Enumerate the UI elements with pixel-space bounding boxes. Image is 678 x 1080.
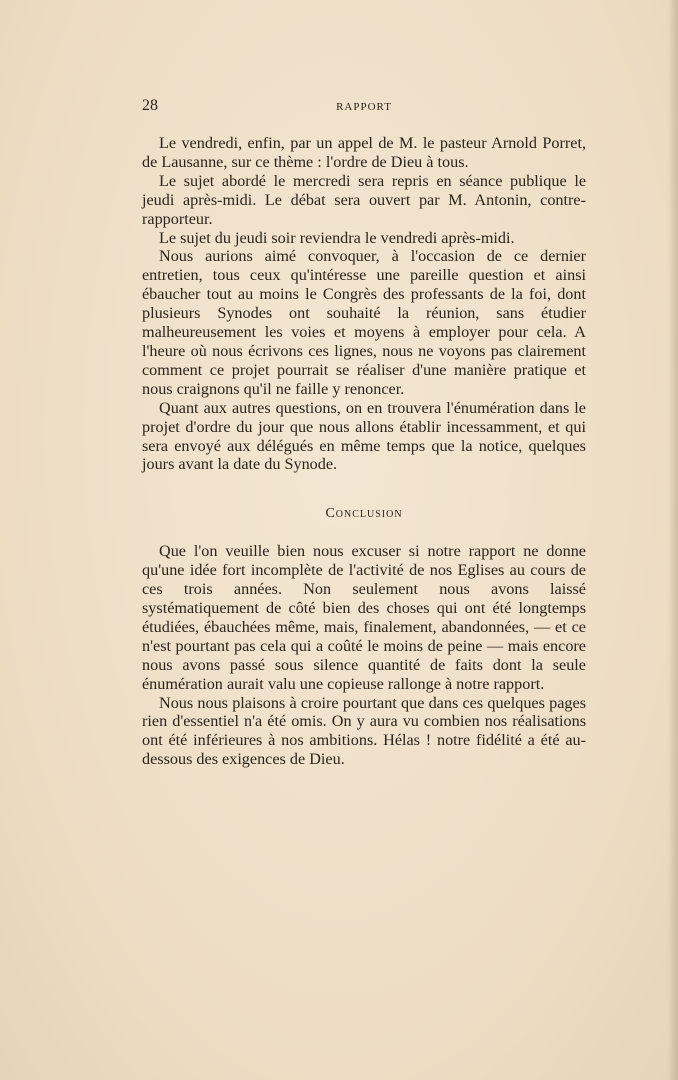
paragraph: Le sujet abordé le mercredi sera repris en séance publique le jeudi après-midi. Le débat sera ouvert par M. Antonin, contre-rapporteur. — [142, 171, 586, 228]
paragraph: Le vendredi, enfin, par un appel de M. le pasteur Arnold Porret, de Lausanne, sur ce thème : l'ordre de Dieu à tous. — [142, 134, 586, 171]
paragraph: Nous aurions aimé convoquer, à l'occasion de ce dernier entretien, tous ceux qu'intéresse une pareille question et ainsi ébaucher tout au moins le Congrès des professants de la foi, dont plusieurs Synodes ont souhaité la réunion, sans étudier malheureusement les voies et moyens à employer pour cela. A l'heure où nous écrivons ces lignes, nous ne voyons pas clairement comment ce projet pourrait se réaliser d'une manière pratique et nous craignons qu'il ne faille y renoncer. — [142, 247, 586, 398]
section-heading-conclusion: Conclusion — [325, 506, 403, 522]
paragraph: Que l'on veuille bien nous excuser si notre rapport ne donne qu'une idée fort incomplète de l'activité de nos Eglises au cours de ces trois années. Non seulement nous avons laissé systématiquement de côté bien des choses qui ont été longtemps étudiées, ébauchées même, mais, finalement, abandonnées, — et ce n'est pourtant pas cela qui a coûté le moins de peine — mais encore nous avons passé sous silence quantité de faits dont la seule énumération aurait valu une copieuse rallonge à notre rapport. — [142, 542, 586, 693]
page-header — [142, 97, 586, 119]
page-edge — [668, 0, 678, 1080]
page-body — [142, 134, 586, 769]
page-number: 28 — [142, 97, 158, 114]
running-head: RAPPORT — [336, 101, 392, 113]
paragraph: Le sujet du jeudi soir reviendra le vendredi après-midi. — [159, 228, 515, 247]
paragraph: Nous nous plaisons à croire pourtant que dans ces quelques pages rien d'essentiel n'a été omis. On y aura vu combien nos réalisations ont été inférieures à nos ambitions. Hélas ! notre fidélité a été au-dessous des exigences de Dieu. — [142, 693, 586, 769]
paragraph: Quant aux autres questions, on en trouvera l'énumération dans le projet d'ordre du jour que nous allons établir incessamment, et qui sera envoyé aux délégués en même temps que la notice, quelques jours avant la date du Synode. — [142, 398, 586, 474]
